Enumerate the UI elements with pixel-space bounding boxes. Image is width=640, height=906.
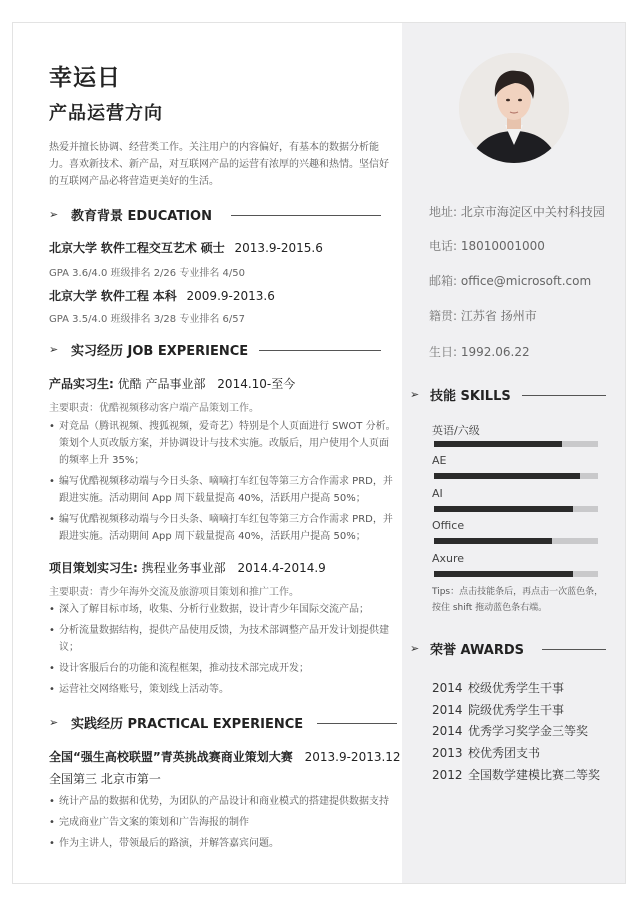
job-org: 携程业务事业部 <box>141 561 226 575</box>
job-title: 产品运营方向 <box>49 103 163 124</box>
avatar <box>459 53 569 163</box>
job-entry-title <box>49 375 295 392</box>
arrow-marker-icon: ➢ <box>49 716 59 729</box>
list-item: • 设计客服后台的功能和流程框架，推动技术部完成开发； <box>49 660 397 677</box>
person-name: 幸运日 <box>49 65 121 91</box>
job-bullets <box>49 601 397 702</box>
skill-label: Office <box>432 519 465 532</box>
section-title: 实习经历 JOB EXPERIENCE <box>71 344 249 359</box>
list-item: • 作为主讲人，带领最后的路演，并解答嘉宾问题。 <box>49 835 397 852</box>
award-year: 2014 <box>432 681 463 695</box>
education-heading <box>49 205 397 225</box>
portrait-image <box>459 53 569 163</box>
skill-bar[interactable] <box>434 441 598 447</box>
skill-label: 英语/六级 <box>432 424 480 437</box>
skill-bar-fill <box>434 506 573 512</box>
divider <box>317 723 397 724</box>
skill-bar-fill <box>434 571 573 577</box>
sidebar-panel <box>402 23 625 883</box>
skill-bar[interactable] <box>434 506 598 512</box>
competition-result: 全国第三 北京市第一 <box>49 772 161 786</box>
contact-label: 籍贯: <box>429 309 458 323</box>
divider <box>231 215 381 216</box>
award-name: 院级优秀学生干事 <box>468 703 565 717</box>
divider <box>542 649 606 650</box>
contact-value: 北京市海淀区中关村科技园 <box>460 205 605 219</box>
skill-bar[interactable] <box>434 473 598 479</box>
practice-title <box>49 748 401 765</box>
degree: 硕士 <box>200 241 225 255</box>
degree: 本科 <box>152 289 177 303</box>
school-name: 北京大学 <box>49 241 98 255</box>
major: 软件工程 <box>100 289 149 303</box>
award-name: 全国数学建模比赛二等奖 <box>468 768 601 782</box>
list-item: • 对竞品（腾讯视频、搜狐视频，爱奇艺）特别是个人页面进行 SWOT 分析。策划个人页改版方案，并协调设计与技术实施。改版后，用户使用个人页面的频率上升 35%； <box>49 418 397 469</box>
list-item: • 分析流量数据结构，提供产品使用反馈，为技术部调整产品开发计划提供建议； <box>49 622 397 656</box>
award-year: 2012 <box>432 768 463 782</box>
intro-text: 热爱并擅长协调、经营类工作。关注用户的内容偏好，有基本的数据分析能力。喜欢新技术、新产品，对互联网产品的运营有浓厚的兴趣和热情。坚信好的互联网产品必将营造更美好的生活。 <box>49 142 389 187</box>
arrow-marker-icon: ➢ <box>49 208 59 221</box>
job-duty: 主要职责：青少年海外交流及旅游项目策划和推广工作。 <box>49 587 299 598</box>
job-period: 2014.4-2014.9 <box>237 561 326 575</box>
contact-address <box>429 203 605 220</box>
divider <box>259 350 381 351</box>
contact-hometown <box>429 307 537 324</box>
competition-period: 2013.9-2013.12 <box>304 750 401 764</box>
job-duty: 主要职责：优酷视频移动客户端产品策划工作。 <box>49 403 259 414</box>
contact-label: 邮箱: <box>429 274 458 288</box>
divider <box>522 395 606 396</box>
education-meta: GPA 3.6/4.0 班级排名 2/26 专业排名 4/50 <box>49 268 245 279</box>
contact-birthday <box>429 343 530 360</box>
skills-tip: Tips：点击技能条后，再点击一次蓝色条，按住 shift 拖动蓝色条右端。 <box>432 587 604 613</box>
award-item <box>432 766 600 783</box>
awards-heading <box>410 639 610 659</box>
list-item: • 统计产品的数据和优势，为团队的产品设计和商业模式的搭建提供数据支持 <box>49 793 397 810</box>
list-item: • 深入了解目标市场，收集、分析行业数据，设计青少年国际交流产品； <box>49 601 397 618</box>
award-name: 校优秀团支书 <box>468 746 541 760</box>
job-entry-title <box>49 559 326 576</box>
contact-value: 18010001000 <box>460 239 545 253</box>
contact-label: 地址: <box>429 205 458 219</box>
section-title: 技能 SKILLS <box>430 389 511 404</box>
education-meta: GPA 3.5/4.0 班级排名 3/28 专业排名 6/57 <box>49 314 245 325</box>
job-role: 项目策划实习生: <box>49 561 138 575</box>
competition-name: 全国“强生高校联盟”青英挑战赛商业策划大赛 <box>49 750 293 764</box>
skill-label: Axure <box>432 552 465 565</box>
award-item <box>432 722 588 739</box>
section-title: 实践经历 PRACTICAL EXPERIENCE <box>71 717 304 732</box>
education-entry <box>49 239 323 256</box>
skill-label: AI <box>432 487 443 500</box>
arrow-marker-icon: ➢ <box>410 642 420 655</box>
award-name: 优秀学习奖学金三等奖 <box>468 724 589 738</box>
skill-bar-fill <box>434 538 552 544</box>
job-experience-heading <box>49 340 397 360</box>
list-item: • 运营社交网络账号，策划线上活动等。 <box>49 681 397 698</box>
job-org: 优酷 产品事业部 <box>117 377 206 391</box>
award-year: 2014 <box>432 703 463 717</box>
award-item <box>432 679 564 696</box>
section-title: 荣誉 AWARDS <box>430 643 524 658</box>
skill-bar[interactable] <box>434 571 598 577</box>
period: 2013.9-2015.6 <box>234 241 323 255</box>
contact-phone <box>429 237 545 254</box>
practice-bullets <box>49 793 397 856</box>
school-name: 北京大学 <box>49 289 98 303</box>
award-year: 2013 <box>432 746 463 760</box>
list-item: • 编写优酷视频移动端与今日头条、嘀嘀打车红包等第三方合作需求 PRD，并跟进实施。活动期间 App 周下载量提高 40%，活跃用户提高 50%； <box>49 511 397 545</box>
award-year: 2014 <box>432 724 463 738</box>
contact-value: 1992.06.22 <box>460 345 530 359</box>
skill-bar[interactable] <box>434 538 598 544</box>
resume-page <box>12 22 626 884</box>
skills-heading <box>410 385 610 405</box>
skill-label: AE <box>432 454 447 467</box>
period: 2009.9-2013.6 <box>186 289 275 303</box>
award-item <box>432 701 564 718</box>
contact-label: 生日: <box>429 345 458 359</box>
major: 软件工程交互艺术 <box>100 241 197 255</box>
job-period: 2014.10-至今 <box>217 377 296 391</box>
practical-experience-heading <box>49 713 397 733</box>
award-name: 校级优秀学生干事 <box>468 681 565 695</box>
section-title: 教育背景 EDUCATION <box>71 209 212 224</box>
award-item <box>432 744 540 761</box>
arrow-marker-icon: ➢ <box>410 388 420 401</box>
education-entry <box>49 287 275 304</box>
skill-bar-fill <box>434 441 562 447</box>
skill-bar-fill <box>434 473 580 479</box>
contact-value: 江苏省 扬州市 <box>460 309 537 323</box>
job-role: 产品实习生: <box>49 377 114 391</box>
arrow-marker-icon: ➢ <box>49 343 59 356</box>
contact-label: 电话: <box>429 239 458 253</box>
list-item: • 编写优酷视频移动端与今日头条、嘀嘀打车红包等第三方合作需求 PRD，并跟进实施。活动期间 App 周下载量提高 40%，活跃用户提高 50%； <box>49 473 397 507</box>
list-item: • 完成商业广告文案的策划和广告海报的制作 <box>49 814 397 831</box>
job-bullets <box>49 418 397 549</box>
contact-email <box>429 272 591 289</box>
contact-value: office@microsoft.com <box>460 274 592 288</box>
